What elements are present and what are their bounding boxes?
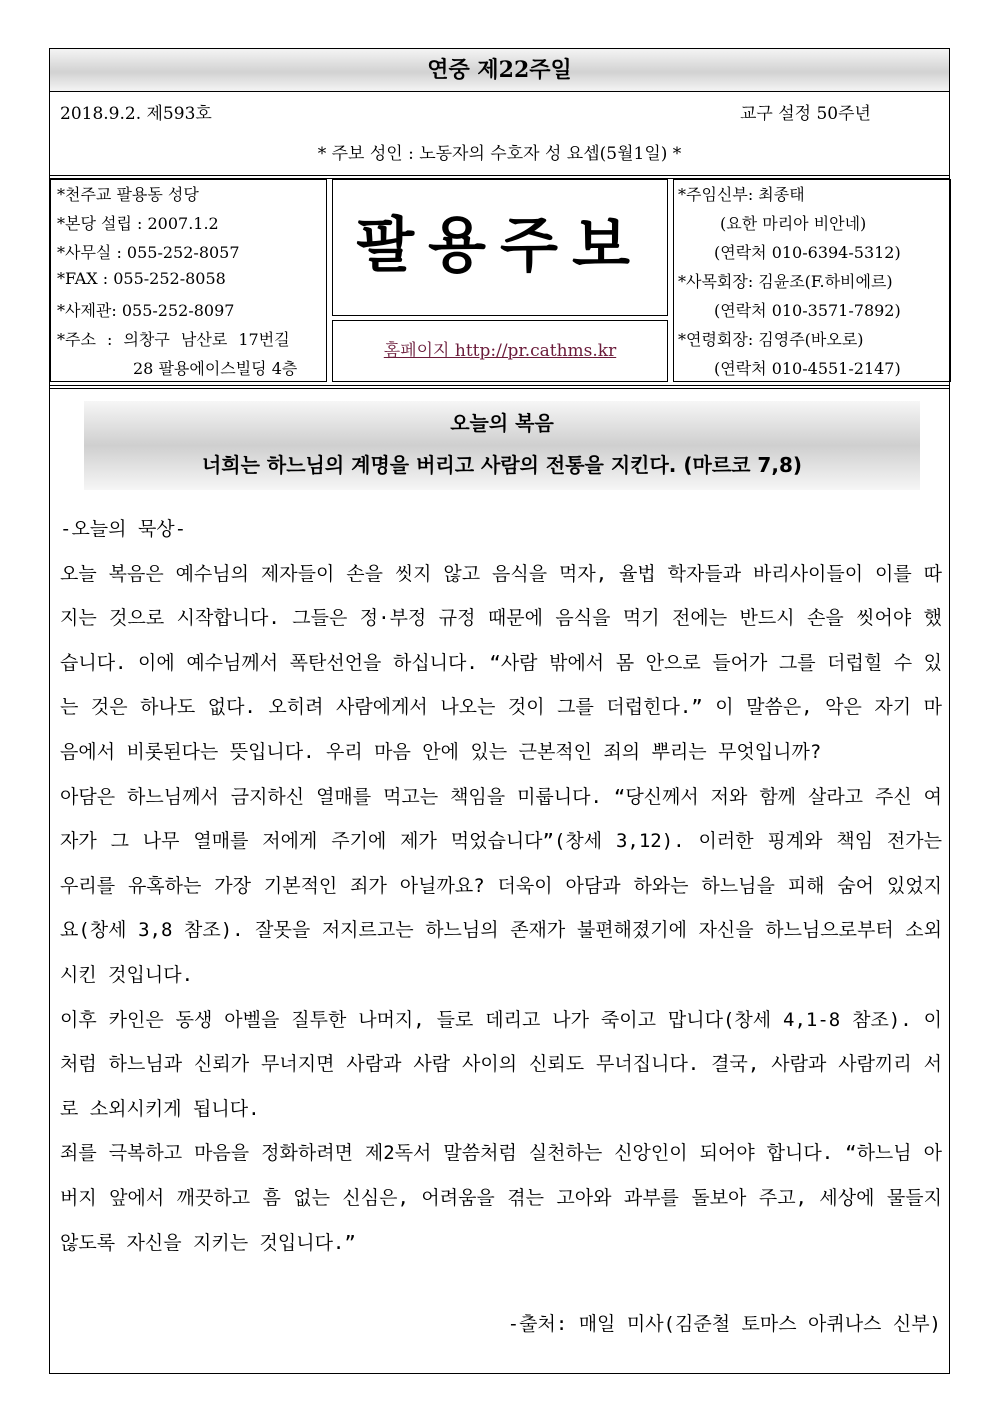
pastor-contact: (연락처 010-6394-5312): [714, 243, 901, 262]
bulletin-title: 연중 제22주일: [50, 49, 949, 92]
address-line-2: 28 팔용에이스빌딩 4층: [133, 359, 298, 378]
council-president-contact: (연락처 010-3571-7892): [714, 301, 901, 320]
clergy-info-box: [673, 179, 951, 382]
meditation-paragraph: 죄를 극복하고 마음을 정화하려면 제2독서 말씀처럼 실천하는 신앙인이 되어야 합니다. “하느님 아버지 앞에서 깨끗하고 흠 없는 신심은, 어려움을 겪는 고아와 과부를 돌보아 주고, 세상에 물들지 않도록 자신을 지키는 것입니다.”: [60, 1142, 942, 1254]
divider: [50, 385, 949, 389]
rectory-phone: *사제관: 055-252-8097: [57, 301, 235, 320]
fax-number: *FAX : 055-252-8058: [57, 269, 226, 288]
gospel-heading: 오늘의 복음: [450, 411, 554, 435]
address-line-1: *주소 : 의창구 남산로 17번길: [57, 330, 290, 349]
pastor-baptismal-name: (요한 마리아 비안네): [720, 214, 867, 233]
diocese-anniversary: 교구 설정 50주년: [740, 104, 871, 124]
meditation-heading: -오늘의 묵상-: [60, 518, 187, 540]
meditation-section: [60, 507, 942, 1265]
bulletin-frame: [49, 48, 950, 1374]
parish-info-box: [50, 179, 327, 382]
parish-name: *천주교 팔용동 성당: [57, 185, 199, 204]
issue-date: 2018.9.2. 제593호: [60, 104, 212, 124]
meditation-paragraph: 오늘 복음은 예수님의 제자들이 손을 씻지 않고 음식을 먹자, 율법 학자들과 바리사이들이 이를 따지는 것으로 시작합니다. 그들은 정·부정 규정 때문에 음식을 먹기 전에는 반드시 손을 씻어야 했습니다. 이에 예수님께서 폭탄선언을 하십니다. “사람 밖에서 몸 안으로 들어가 그를 더럽힐 수 있는 것은 하나도 없다. 오히려 사람에게서 나오는 것이 그를 더럽힌다.” 이 말씀은, 악은 자기 마음에서 비롯된다는 뜻입니다. 우리 마음 안에 있는 근본적인 죄의 뿌리는 무엇입니까?: [60, 562, 942, 763]
meditation-paragraph: 이후 카인은 동생 아벨을 질투한 나머지, 들로 데리고 나가 죽이고 맙니다(창세 4,1-8 참조). 이처럼 하느님과 신뢰가 무너지면 사람과 사람 사이의 신뢰도 무너집니다. 결국, 사람과 사람끼리 서로 소외시키게 됩니다.: [60, 1008, 942, 1120]
homepage-link[interactable]: 홈페이지 http://pr.cathms.kr: [332, 320, 668, 382]
gospel-box: [84, 401, 920, 490]
founding-date: *본당 설립 : 2007.1.2: [57, 214, 219, 233]
pastor: *주임신부: 최종태: [678, 185, 805, 204]
funeral-association-head: *연령회장: 김영주(바오로): [678, 330, 864, 349]
council-president: *사목회장: 김윤조(F.하비에르): [678, 272, 893, 291]
funeral-association-contact: (연락처 010-4551-2147): [714, 359, 901, 378]
meditation-source: -출처: 매일 미사(김준철 토마스 아퀴나스 신부): [507, 1313, 941, 1335]
meditation-paragraph: 아담은 하느님께서 금지하신 열매를 먹고는 책임을 미룹니다. “당신께서 저와 함께 살라고 주신 여자가 그 나무 열매를 저에게 주기에 제가 먹었습니다”(창세 3,12). 이러한 핑계와 책임 전가는 우리를 유혹하는 가장 기본적인 죄가 아닐까요? 더욱이 아담과 하와는 하느님을 피해 숨어 있었지요(창세 3,8 참조). 잘못을 저지르고는 하느님의 존재가 불편해졌기에 자신을 하느님으로부터 소외시킨 것입니다.: [60, 785, 942, 986]
patron-saint: * 주보 성인 : 노동자의 수호자 성 요셉(5월1일) *: [317, 144, 682, 164]
office-phone: *사무실 : 055-252-8057: [57, 243, 240, 262]
gospel-verse: 너희는 하느님의 계명을 버리고 사람의 전통을 지킨다. (마르코 7,8): [201, 453, 802, 477]
masthead-logo: 팔용주보: [332, 179, 668, 316]
